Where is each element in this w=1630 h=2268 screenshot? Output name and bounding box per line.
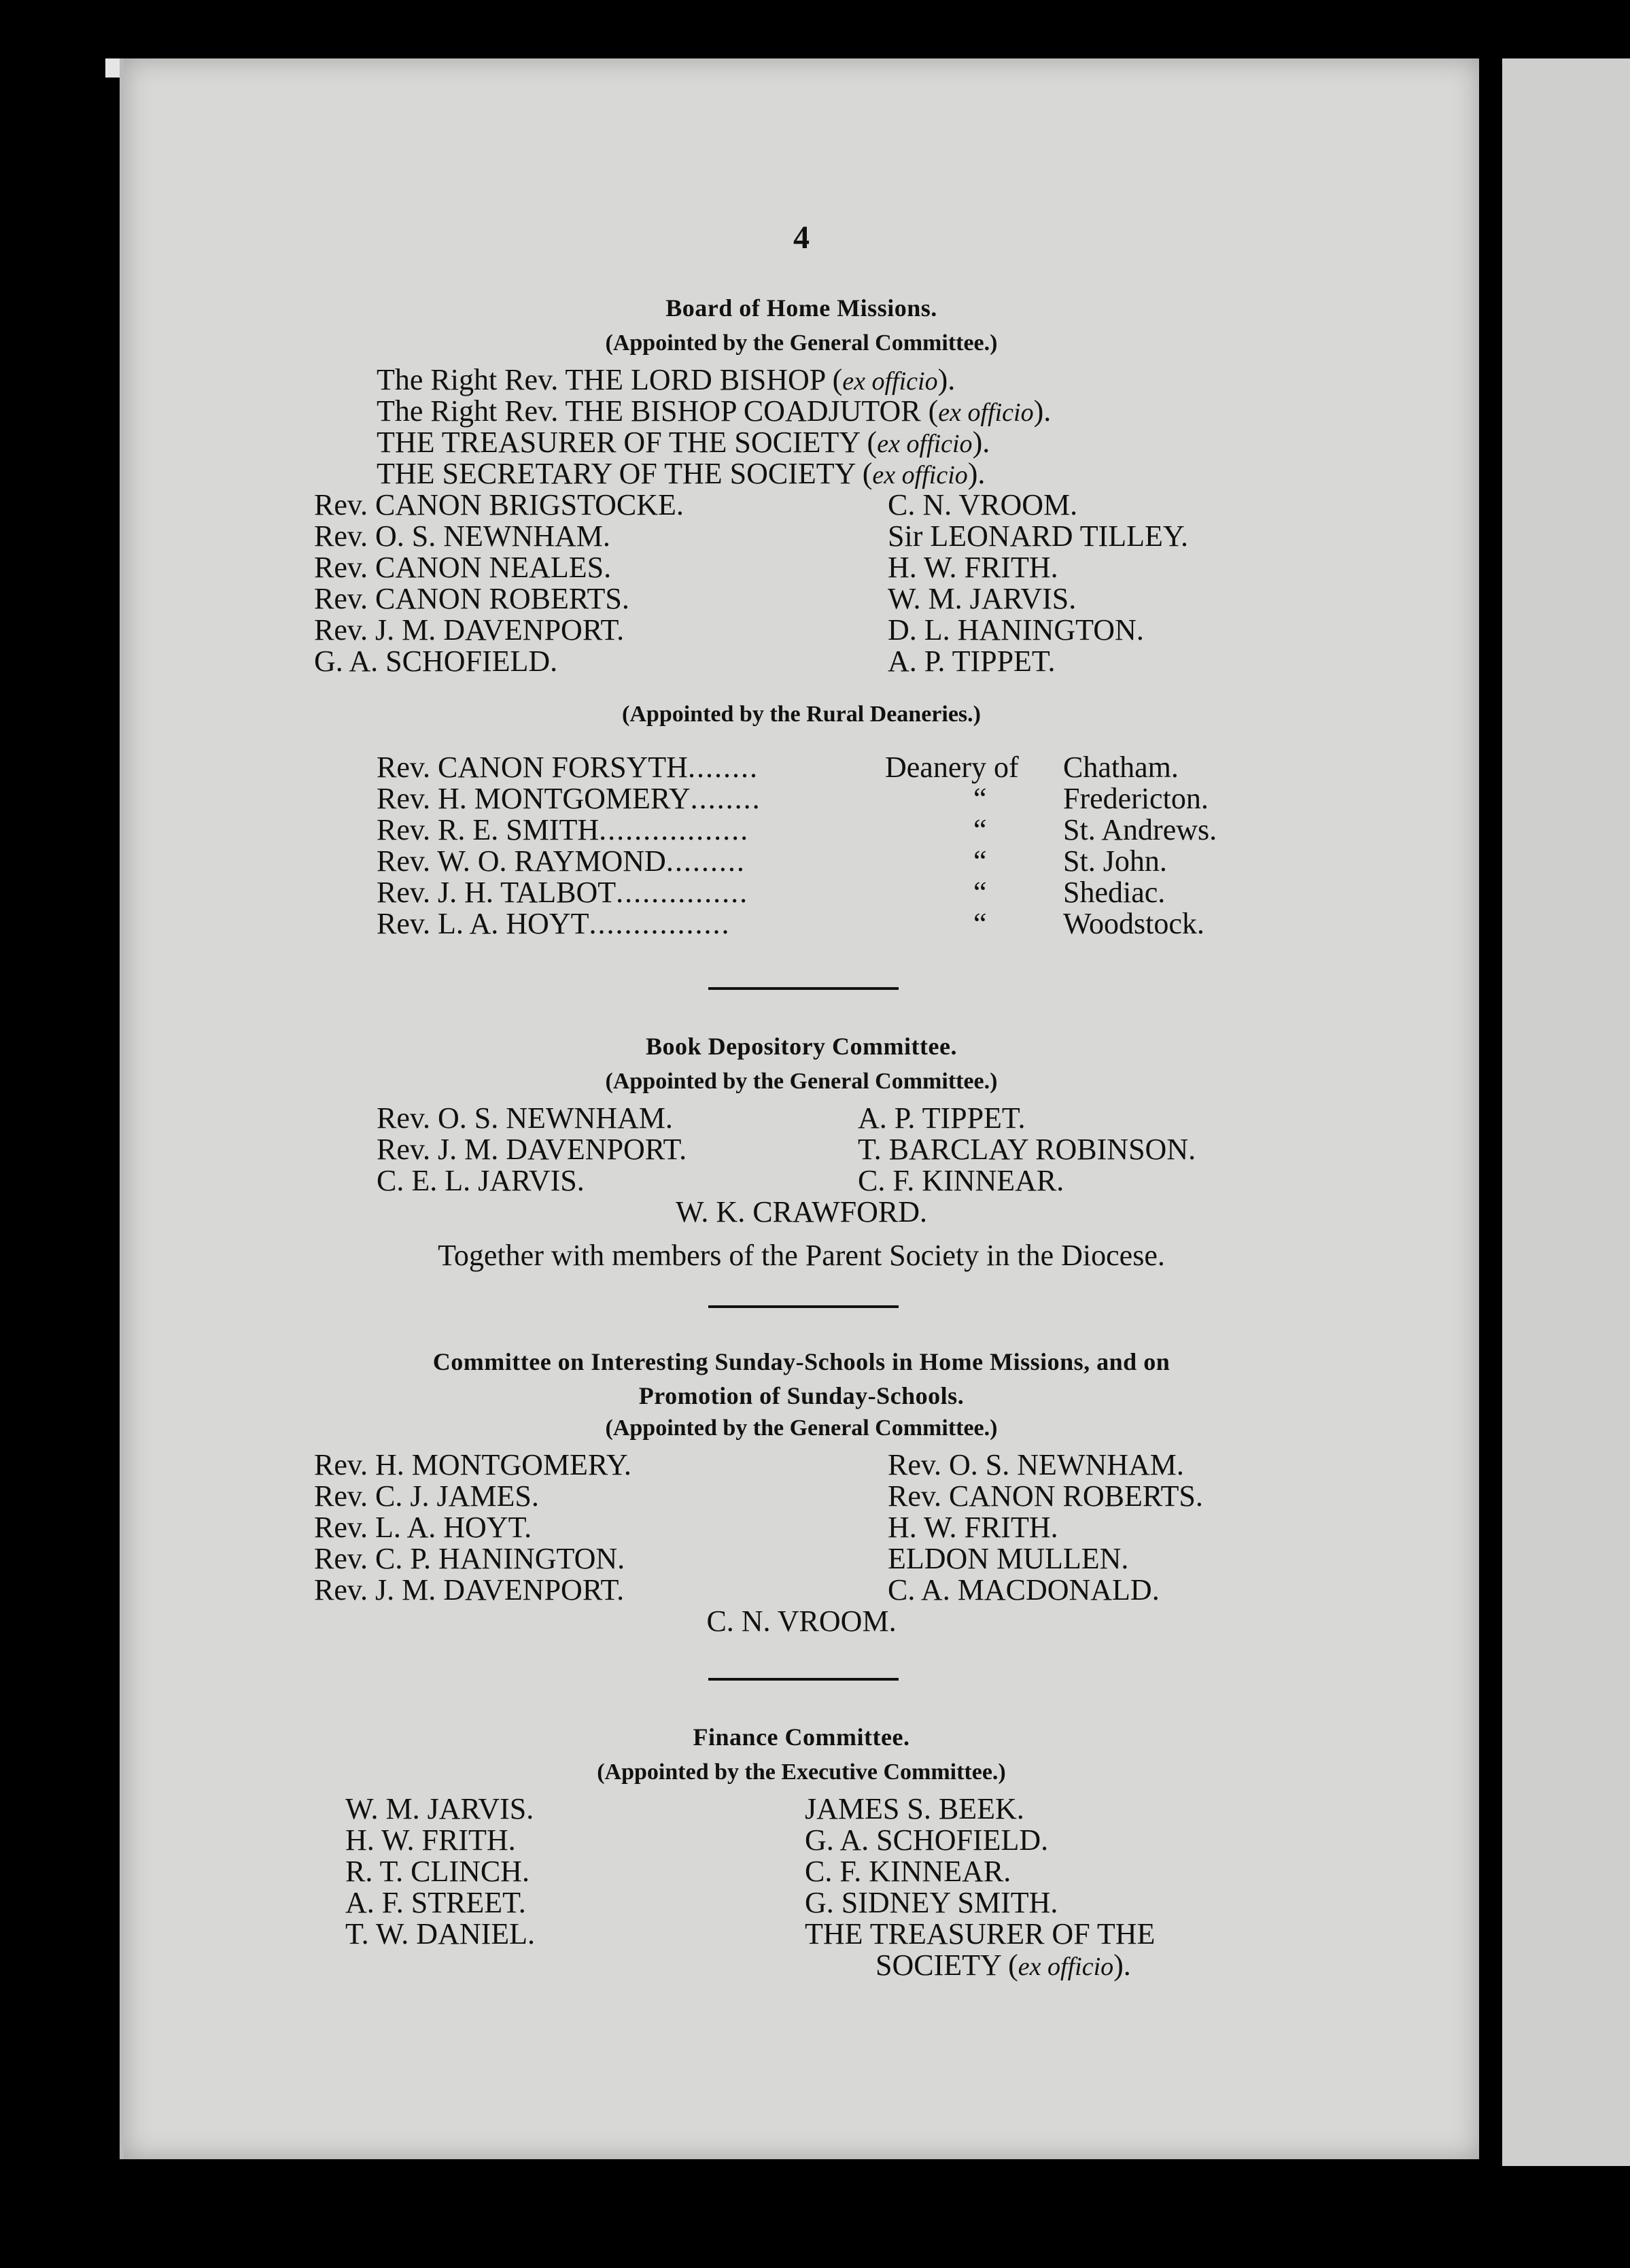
section-divider — [708, 1305, 899, 1308]
member-name: THE TREASURER OF THE — [805, 1917, 1156, 1951]
deanery-row: Rev. R. E. SMITH................. — [377, 813, 750, 846]
member-name: D. L. HANINGTON. — [888, 613, 1144, 647]
member-name: H. W. FRITH. — [345, 1823, 516, 1857]
deanery-row: Rev. CANON FORSYTH........ — [377, 751, 759, 784]
sunday-schools-title: Committee on Interesting Sunday-Schools in Home Missions, and on — [432, 1348, 1171, 1375]
member-name: W. M. JARVIS. — [888, 582, 1077, 615]
member-name: Rev. L. A. HOYT. — [314, 1511, 532, 1544]
member-name: G. A. SCHOFIELD. — [805, 1823, 1049, 1857]
deanery-place: St. John. — [1063, 844, 1167, 878]
ex-officio-line: THE TREASURER OF THE SOCIETY (ex officio). — [377, 426, 990, 459]
deanery-label: “ — [973, 876, 987, 909]
finance-title: Finance Committee. — [693, 1723, 910, 1751]
member-name: Rev. O. S. NEWNHAM. — [377, 1101, 673, 1135]
ex-officio-line: The Right Rev. THE LORD BISHOP (ex officio). — [377, 363, 956, 396]
deanery-label: “ — [973, 907, 987, 940]
member-name: Rev. J. M. DAVENPORT. — [314, 1573, 625, 1606]
deanery-row: Rev. J. H. TALBOT............... — [377, 876, 749, 909]
board-home-missions-title: Board of Home Missions. — [665, 294, 937, 322]
deanery-label: “ — [973, 844, 987, 878]
member-name: Rev. C. P. HANINGTON. — [314, 1542, 625, 1575]
book-depository-note: Together with members of the Parent Society in the Diocese. — [438, 1239, 1165, 1272]
deanery-row: Rev. L. A. HOYT................ — [377, 907, 731, 940]
member-name: Rev. C. J. JAMES. — [314, 1479, 539, 1513]
section-divider — [708, 987, 899, 990]
board-appointed-general: (Appointed by the General Committee.) — [605, 330, 998, 356]
deanery-place: Fredericton. — [1063, 782, 1209, 815]
deanery-place: Chatham. — [1063, 751, 1179, 784]
member-name: A. F. STREET. — [345, 1886, 526, 1919]
deanery-label: “ — [973, 813, 987, 846]
page-number: 4 — [793, 220, 810, 256]
member-name: SOCIETY (ex officio). — [875, 1948, 1131, 1982]
member-name: H. W. FRITH. — [888, 1511, 1058, 1544]
member-name: ELDON MULLEN. — [888, 1542, 1129, 1575]
member-name: H. W. FRITH. — [888, 551, 1058, 584]
deanery-row: Rev. W. O. RAYMOND......... — [377, 844, 746, 878]
member-name: W. K. CRAWFORD. — [675, 1195, 928, 1228]
member-name: C. N. VROOM. — [706, 1604, 897, 1638]
deanery-place: St. Andrews. — [1063, 813, 1217, 846]
deanery-label: “ — [973, 782, 987, 815]
member-name: C. A. MACDONALD. — [888, 1573, 1160, 1606]
member-name: Rev. CANON ROBERTS. — [888, 1479, 1203, 1513]
member-name: R. T. CLINCH. — [345, 1855, 530, 1888]
member-name: T. BARCLAY ROBINSON. — [858, 1133, 1196, 1166]
member-name: Rev. J. M. DAVENPORT. — [314, 613, 625, 647]
ex-officio-line: The Right Rev. THE BISHOP COADJUTOR (ex officio). — [377, 394, 1052, 428]
book-depository-title: Book Depository Committee. — [646, 1033, 957, 1060]
sunday-schools-title-2: Promotion of Sunday-Schools. — [638, 1382, 965, 1409]
deanery-place: Woodstock. — [1063, 907, 1204, 940]
member-name: JAMES S. BEEK. — [805, 1792, 1024, 1825]
member-name: C. F. KINNEAR. — [805, 1855, 1011, 1888]
deanery-row: Rev. H. MONTGOMERY........ — [377, 782, 761, 815]
document-page — [120, 58, 1479, 2159]
ex-officio-line: THE SECRETARY OF THE SOCIETY (ex officio). — [377, 457, 986, 490]
section-divider — [708, 1678, 899, 1681]
member-name: Rev. CANON BRIGSTOCKE. — [314, 488, 684, 521]
member-name: Rev. J. M. DAVENPORT. — [377, 1133, 687, 1166]
deanery-label: Deanery of — [885, 751, 1019, 784]
member-name: Rev. CANON NEALES. — [314, 551, 612, 584]
board-appointed-rural: (Appointed by the Rural Deaneries.) — [622, 702, 981, 727]
deanery-place: Shediac. — [1063, 876, 1166, 909]
adjacent-page-edge — [1502, 58, 1630, 2166]
member-name: G. A. SCHOFIELD. — [314, 645, 558, 678]
member-name: Rev. O. S. NEWNHAM. — [314, 519, 610, 553]
sunday-schools-appointed: (Appointed by the General Committee.) — [605, 1415, 998, 1441]
member-name: A. P. TIPPET. — [888, 645, 1056, 678]
member-name: Sir LEONARD TILLEY. — [888, 519, 1189, 553]
member-name: C. F. KINNEAR. — [858, 1164, 1064, 1197]
member-name: C. N. VROOM. — [888, 488, 1078, 521]
member-name: G. SIDNEY SMITH. — [805, 1886, 1058, 1919]
finance-appointed: (Appointed by the Executive Committee.) — [597, 1759, 1006, 1785]
member-name: Rev. O. S. NEWNHAM. — [888, 1448, 1184, 1481]
member-name: Rev. H. MONTGOMERY. — [314, 1448, 631, 1481]
member-name: T. W. DANIEL. — [345, 1917, 536, 1951]
member-name: Rev. CANON ROBERTS. — [314, 582, 629, 615]
member-name: C. E. L. JARVIS. — [377, 1164, 585, 1197]
book-depository-appointed: (Appointed by the General Committee.) — [605, 1069, 998, 1094]
member-name: W. M. JARVIS. — [345, 1792, 534, 1825]
member-name: A. P. TIPPET. — [858, 1101, 1026, 1135]
